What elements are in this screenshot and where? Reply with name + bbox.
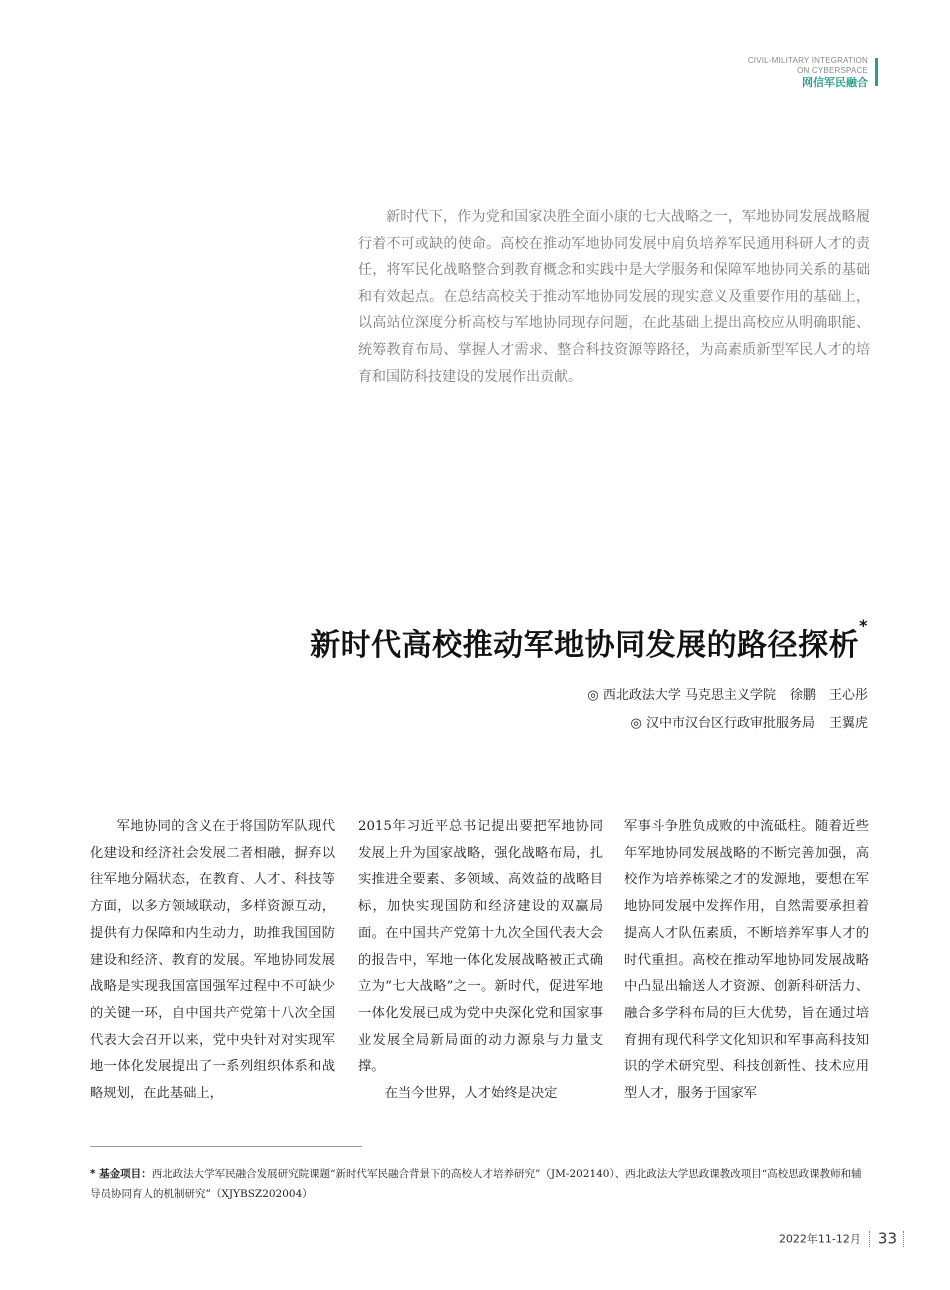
journal-name-en-line2: ON CYBERSPACE bbox=[797, 66, 868, 75]
body-paragraph: 2015年习近平总书记提出要把军地协同发展上升为国家战略，强化战略布局，扎实推进全要素、多领域、高效益的战略目标，加快实现国防和经济建设的双赢局面。在中国共产党第十九次全国代表大会的报告中，军地一体化发展战略被正式确立为“七大战略”之一。新时代，促进军地一体化发展已成为党中央深化党和国家事业发展全局新局面的动力源泉与力量支撑。 bbox=[358, 819, 603, 1075]
author-line-2 bbox=[587, 710, 868, 738]
footnote bbox=[90, 1164, 870, 1204]
author-line-1 bbox=[587, 682, 868, 710]
footnote-label: * 基金项目： bbox=[90, 1168, 152, 1180]
article-title-text: 新时代高校推动军地协同发展的路径探析 bbox=[310, 628, 860, 663]
author-affiliation: ◎ 汉中市汉台区行政审批服务局 bbox=[630, 716, 815, 731]
body-paragraph: 军事斗争胜负成败的中流砥柱。随着近些年军地协同发展战略的不断完善加强，高校作为培养栋梁之才的发源地，要想在军地协同发展中发挥作用，自然需要承担着提高人才队伍素质，不断培养军事人才的时代重担。高校在推动军地协同发展战略中凸显出输送人才资源、创新科研活力、融合多学科布局的巨大优势，旨在通过培育拥有现代科学文化知识和军事高科技知识的学术研究型、科技创新性、技术应用型人才，服务于国家军 bbox=[624, 819, 869, 1102]
abstract: 新时代下，作为党和国家决胜全面小康的七大战略之一，军地协同发展战略履行着不可或缺的使命。高校在推动军地协同发展中肩负培养军民通用科研人才的责任，将军民化战略整合到教育概念和实践中是大学服务和保障军地协同关系的基础和有效起点。在总结高校关于推动军地协同发展的现实意义及重要作用的基础上，以高站位深度分析高校与军地协同现存问题，在此基础上提出高校应从明确职能、统筹教育布局、掌握人才需求、整合科技资源等路径，为高素质新型军民人才的培育和国防科技建设的发展作出贡献。 bbox=[358, 209, 870, 385]
body-paragraph: 军地协同的含义在于将国防军队现代化建设和经济社会发展二者相融，摒弃以往军地分隔状态，在教育、人才、科技等方面，以多方领域联动，多样资源互动，提供有力保障和内生动力，助推我国国防建设和经济、教育的发展。军地协同发展战略是实现我国富国强军过程中不可缺少的关键一环，自中国共产党第十八次全国代表大会召开以来，党中央针对对实现军地一体化发展提出了一系列组织体系和战略规划，在此基础上， bbox=[90, 819, 335, 1102]
author-block bbox=[587, 682, 868, 738]
page-footer bbox=[779, 1228, 904, 1248]
page-number: 33 bbox=[877, 1229, 897, 1248]
journal-section-cn: 网信军民融合 bbox=[802, 76, 868, 89]
issue-date: 2022年11-12月 bbox=[778, 1232, 861, 1246]
footer-divider-right bbox=[903, 1231, 904, 1247]
article-title bbox=[310, 616, 868, 664]
body-column-1 bbox=[90, 814, 335, 1144]
footer-divider bbox=[869, 1231, 870, 1247]
journal-name-en-line1: CIVIL-MILITARY INTEGRATION bbox=[747, 56, 868, 65]
body-paragraph: 在当今世界，人才始终是决定 bbox=[384, 1086, 558, 1102]
footnote-text: 西北政法大学军民融合发展研究院课题“新时代军民融合背景下的高校人才培养研究”（JM-202140）、西北政法大学思政课教改项目“高校思政课教师和辅导员协同育人的机制研究”（XJYBSZ202004） bbox=[90, 1168, 862, 1200]
header-accent-bar bbox=[875, 58, 878, 86]
title-footnote-mark: * bbox=[859, 616, 868, 635]
body-column-2 bbox=[358, 814, 603, 1144]
body-column-3 bbox=[624, 814, 869, 1144]
author-names: 徐鹏 王心彤 bbox=[789, 688, 868, 703]
author-names: 王翼虎 bbox=[828, 716, 868, 731]
author-affiliation: ◎ 西北政法大学 马克思主义学院 bbox=[587, 688, 776, 703]
footnote-divider bbox=[90, 1146, 362, 1147]
journal-header bbox=[748, 56, 868, 90]
